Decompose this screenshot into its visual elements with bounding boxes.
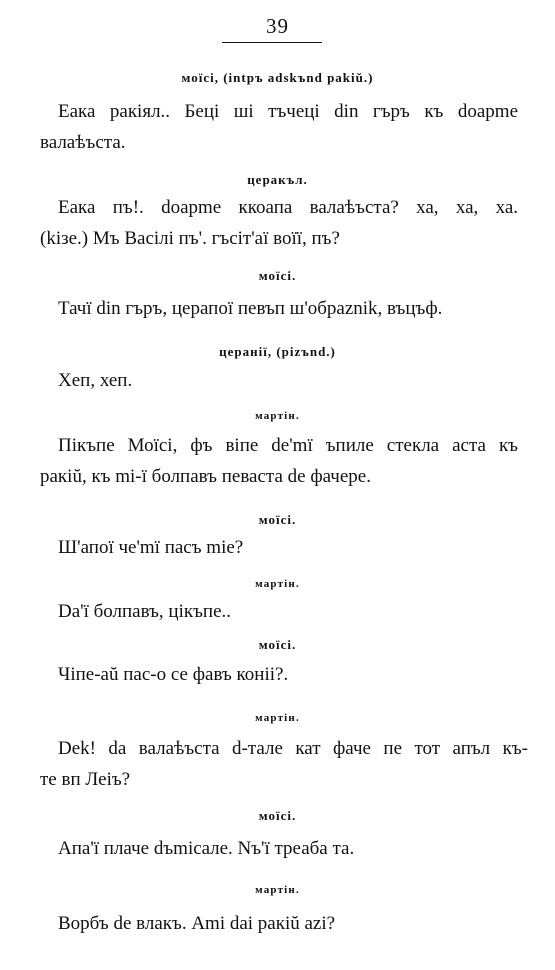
dialogue-line: Тачї din гъръ, церапої певъп ш'обpaznik, въцъф.	[58, 298, 443, 319]
dialogue-line: Еака ракiял.. Беці ші тъчеці din гъръ къ doapme	[58, 101, 518, 122]
speaker-heading: моїсі.	[258, 637, 297, 652]
page-number: 39	[266, 14, 289, 38]
dialogue-line: Чiпе-аŭ пас-о се фавъ коніі?.	[58, 664, 289, 685]
dialogue-line: Dek! da валаѣъста d-тале кат фаче пе тот апъл къ-	[58, 738, 528, 759]
speaker-heading: мартiн.	[255, 410, 300, 422]
dialogue-line: Еака пъ!. doapme ккоапа валаѣъста? ха, ха, ха.	[58, 197, 518, 218]
dialogue-line: валаѣъста.	[40, 132, 126, 153]
speaker-heading: мартiн.	[255, 578, 300, 590]
dialogue-line: Ш'апої че'mї пасъ mie?	[58, 537, 244, 558]
dialogue-line: Апа'ї плаче dъmicaле. Nъ'ї треаба та.	[58, 838, 355, 859]
speaker-heading: церанiї, (pizъnd.)	[219, 344, 336, 359]
dialogue-line: Da'ї болпавъ, цiкъпе..	[58, 601, 232, 622]
dialogue-line: Ворбъ de влакъ. Ami dai ракiŭ azi?	[58, 913, 336, 934]
speaker-heading: моїсі.	[258, 512, 297, 527]
speaker-heading: мартiн.	[255, 884, 300, 896]
dialogue-line: (kiзе.) Мъ Васiлi пъ'. гъсiт'аї воїї, пъ?	[40, 228, 340, 249]
speaker-heading: моїсі, (intpъ adskъnd pakiŭ.)	[181, 70, 374, 85]
speaker-heading: моїсі.	[258, 808, 297, 823]
speaker-heading: моїсі.	[258, 268, 297, 283]
speaker-heading: церакъл.	[247, 172, 308, 187]
dialogue-line: те вп Леiъ?	[40, 769, 131, 790]
dialogue-line: Хеп, хеп.	[58, 370, 133, 391]
speaker-heading: мартiн.	[255, 712, 300, 724]
page-number-rule	[222, 42, 322, 43]
dialogue-line: ракiŭ, къ mi-ї болпавъ певаста de фачере.	[40, 466, 371, 487]
dialogue-line: Пiкъпе Моїсi, фъ віпе de'mї ъпиле стекла аста къ	[58, 435, 518, 456]
